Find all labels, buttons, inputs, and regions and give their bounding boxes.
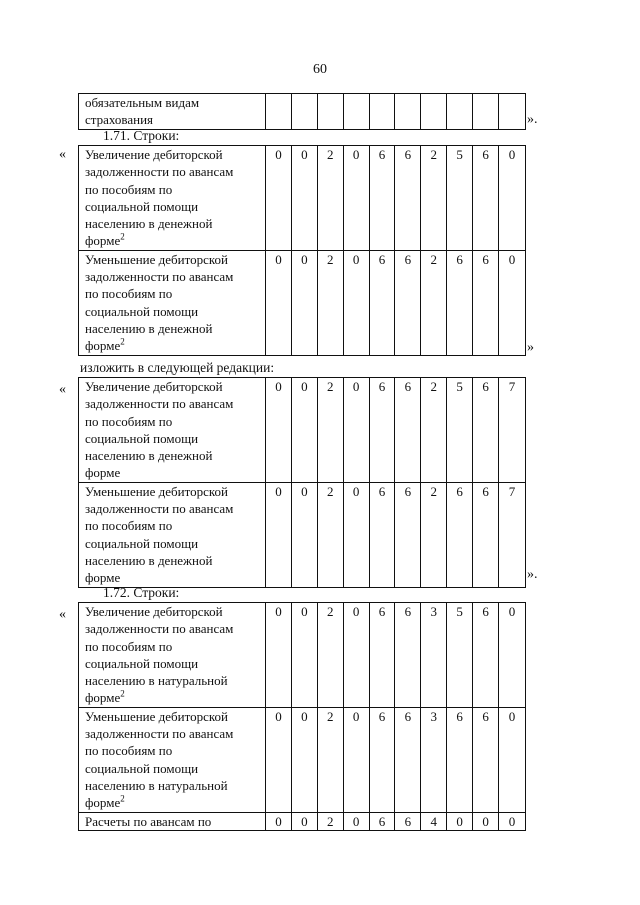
label-line: форме bbox=[85, 690, 121, 706]
closing-quote: ». bbox=[527, 567, 538, 582]
code-digit-cell: 0 bbox=[266, 603, 292, 707]
code-digit-cell bbox=[292, 94, 318, 129]
code-digit-cell: 2 bbox=[421, 483, 447, 587]
code-digit-cell: 6 bbox=[473, 146, 499, 250]
code-digit-cell: 6 bbox=[447, 483, 473, 587]
code-digit-cell: 0 bbox=[508, 708, 516, 724]
code-digit-cell bbox=[395, 94, 421, 129]
code-digit-cell bbox=[447, 94, 473, 129]
code-digit-cell: 0 bbox=[266, 708, 292, 812]
label-line: задолженности по авансам bbox=[85, 726, 234, 742]
code-digit-cell: 0 bbox=[266, 146, 292, 250]
code-digit-cell: 4 bbox=[421, 813, 447, 830]
code-digit-cell: 0 bbox=[292, 603, 318, 707]
label-line: социальной помощи bbox=[85, 760, 199, 776]
code-digit-cell: 6 bbox=[370, 251, 396, 355]
label-line: Увеличение дебиторской bbox=[85, 147, 223, 162]
code-digit-cell: 0 bbox=[344, 813, 370, 830]
label-line: населению в денежной bbox=[85, 552, 213, 568]
code-digit-cell: 0 bbox=[266, 813, 292, 830]
label-line: задолженности по авансам bbox=[85, 269, 234, 285]
section-1-72-heading: 1.72. Строки: bbox=[103, 585, 180, 600]
row-label bbox=[79, 378, 266, 482]
label-line: Уменьшение дебиторской bbox=[85, 708, 229, 724]
replace-instruction: изложить в следующей редакции: bbox=[80, 360, 275, 375]
label-line: по пособиям по bbox=[85, 181, 173, 197]
label-line: Расчеты по авансам по bbox=[85, 813, 212, 829]
code-digit-cell: 6 bbox=[473, 251, 499, 355]
code-digit-cell: 2 bbox=[318, 708, 344, 812]
code-digit-cell bbox=[473, 94, 499, 129]
code-digit-cell: 5 bbox=[447, 603, 473, 707]
code-digit-cell: 6 bbox=[370, 483, 396, 587]
label-line: социальной помощи bbox=[85, 535, 199, 551]
code-digit-cell: 6 bbox=[447, 708, 473, 812]
code-digit-cell bbox=[344, 94, 370, 129]
label-line: социальной помощи bbox=[85, 303, 199, 319]
code-digit-cell: 7 bbox=[508, 483, 516, 499]
closing-quote: » bbox=[527, 340, 534, 355]
table-row bbox=[79, 708, 525, 813]
label-line: социальной помощи bbox=[85, 198, 199, 214]
label-line: социальной помощи bbox=[85, 430, 199, 446]
label-line: Увеличение дебиторской bbox=[85, 604, 223, 619]
row-label bbox=[79, 251, 266, 355]
code-digit-cell: 0 bbox=[344, 378, 370, 482]
code-digit-cell: 0 bbox=[292, 251, 318, 355]
code-digit-cell: 0 bbox=[508, 604, 516, 619]
table-row bbox=[79, 483, 525, 588]
page-number: 60 bbox=[313, 62, 327, 77]
row-label bbox=[79, 813, 266, 830]
label-line: форме bbox=[85, 465, 121, 481]
code-digit-cell bbox=[421, 94, 447, 129]
code-digit-cell: 2 bbox=[421, 378, 447, 482]
code-digit-cell: 0 bbox=[292, 483, 318, 587]
label-line: Уменьшение дебиторской bbox=[85, 483, 229, 499]
code-digit-cell: 6 bbox=[395, 483, 421, 587]
code-digit-cell: 6 bbox=[395, 251, 421, 355]
code-digit-cell: 6 bbox=[370, 378, 396, 482]
label-line: задолженности по авансам bbox=[85, 501, 234, 517]
code-digit-cell: 0 bbox=[266, 378, 292, 482]
table-row bbox=[79, 145, 525, 251]
code-digit-cell: 6 bbox=[473, 603, 499, 707]
code-digit-cell: 6 bbox=[370, 813, 396, 830]
row-label bbox=[79, 483, 266, 587]
code-digit-cell: 2 bbox=[318, 813, 344, 830]
code-digit-cell: 2 bbox=[318, 146, 344, 250]
row-label bbox=[79, 94, 266, 129]
opening-quote: « bbox=[59, 382, 66, 397]
table-1-71-old bbox=[78, 145, 526, 356]
code-digit-cell: 2 bbox=[318, 603, 344, 707]
code-digit-cell: 0 bbox=[344, 251, 370, 355]
table-row bbox=[79, 602, 525, 708]
code-digit-cell: 0 bbox=[508, 251, 516, 267]
code-digit-cell: 2 bbox=[318, 378, 344, 482]
code-digit-cell: 0 bbox=[344, 483, 370, 587]
code-digit-cell: 0 bbox=[292, 708, 318, 812]
table-top-fragment bbox=[78, 93, 526, 130]
code-digit-cell: 0 bbox=[292, 146, 318, 250]
label-line: страхования bbox=[85, 112, 154, 128]
table-row bbox=[79, 813, 525, 831]
code-digit-cell: 0 bbox=[344, 603, 370, 707]
label-line: социальной помощи bbox=[85, 655, 199, 671]
code-digit-cell: 6 bbox=[370, 708, 396, 812]
code-digit-cell: 6 bbox=[395, 813, 421, 830]
code-digit-cell bbox=[499, 94, 525, 129]
label-line: Увеличение дебиторской bbox=[85, 379, 223, 394]
code-digit-cell: 6 bbox=[395, 378, 421, 482]
row-label bbox=[79, 146, 266, 250]
code-digit-cell: 6 bbox=[447, 251, 473, 355]
opening-quote: « bbox=[59, 607, 66, 622]
footnote-mark: 2 bbox=[120, 689, 125, 700]
code-digit-cell: 6 bbox=[473, 378, 499, 482]
label-line: форме bbox=[85, 338, 121, 354]
code-digit-cell: 6 bbox=[473, 708, 499, 812]
label-line: по пособиям по bbox=[85, 413, 173, 429]
code-digit-cell: 3 bbox=[421, 708, 447, 812]
code-digit-cell: 6 bbox=[473, 483, 499, 587]
label-line: форме bbox=[85, 233, 121, 249]
code-digit-cell: 2 bbox=[421, 251, 447, 355]
code-digit-cell bbox=[266, 94, 292, 129]
code-digit-cell: 0 bbox=[292, 813, 318, 830]
label-line: задолженности по авансам bbox=[85, 396, 234, 412]
opening-quote: « bbox=[59, 147, 66, 162]
label-line: Уменьшение дебиторской bbox=[85, 251, 229, 267]
table-1-72 bbox=[78, 602, 526, 831]
label-line: форме bbox=[85, 795, 121, 811]
label-line: населению в денежной bbox=[85, 320, 213, 336]
table-row bbox=[79, 377, 525, 483]
row-label bbox=[79, 708, 266, 812]
footnote-mark: 2 bbox=[120, 793, 125, 804]
code-digit-cell: 6 bbox=[370, 603, 396, 707]
code-digit-cell: 6 bbox=[395, 708, 421, 812]
closing-quote: ». bbox=[527, 112, 538, 127]
label-line: населению в натуральной bbox=[85, 777, 228, 793]
code-digit-cell: 6 bbox=[370, 146, 396, 250]
code-digit-cell: 0 bbox=[508, 147, 516, 162]
code-digit-cell: 0 bbox=[344, 146, 370, 250]
code-digit-cell: 5 bbox=[447, 378, 473, 482]
code-digit-cell bbox=[318, 94, 344, 129]
code-digit-cell: 2 bbox=[421, 146, 447, 250]
code-digit-cell: 0 bbox=[292, 378, 318, 482]
label-line: по пособиям по bbox=[85, 743, 173, 759]
table-row bbox=[79, 251, 525, 356]
code-digit-cell bbox=[370, 94, 396, 129]
label-line: задолженности по авансам bbox=[85, 621, 234, 637]
code-digit-cell: 7 bbox=[508, 379, 516, 394]
code-digit-cell: 2 bbox=[318, 251, 344, 355]
label-line: по пособиям по bbox=[85, 518, 173, 534]
code-digit-cell: 0 bbox=[508, 813, 516, 829]
code-digit-cell: 2 bbox=[318, 483, 344, 587]
code-digit-cell: 0 bbox=[473, 813, 499, 830]
code-digit-cell: 0 bbox=[266, 483, 292, 587]
label-line: форме bbox=[85, 570, 121, 586]
code-digit-cell: 0 bbox=[344, 708, 370, 812]
code-digit-cell: 3 bbox=[421, 603, 447, 707]
code-digit-cell: 6 bbox=[395, 603, 421, 707]
code-digit-cell: 0 bbox=[266, 251, 292, 355]
code-digit-cell: 0 bbox=[447, 813, 473, 830]
table-row bbox=[79, 93, 525, 130]
label-line: по пособиям по bbox=[85, 638, 173, 654]
table-1-71-new bbox=[78, 377, 526, 588]
section-1-71-heading: 1.71. Строки: bbox=[103, 128, 180, 143]
label-line: по пособиям по bbox=[85, 286, 173, 302]
label-line: обязательным видам bbox=[85, 95, 200, 110]
code-digit-cell: 6 bbox=[395, 146, 421, 250]
label-line: населению в денежной bbox=[85, 448, 213, 464]
code-digit-cell: 5 bbox=[447, 146, 473, 250]
label-line: населению в денежной bbox=[85, 216, 213, 232]
label-line: задолженности по авансам bbox=[85, 164, 234, 180]
label-line: населению в натуральной bbox=[85, 673, 228, 689]
row-label bbox=[79, 603, 266, 707]
footnote-mark: 2 bbox=[120, 336, 125, 347]
footnote-mark: 2 bbox=[120, 232, 125, 243]
